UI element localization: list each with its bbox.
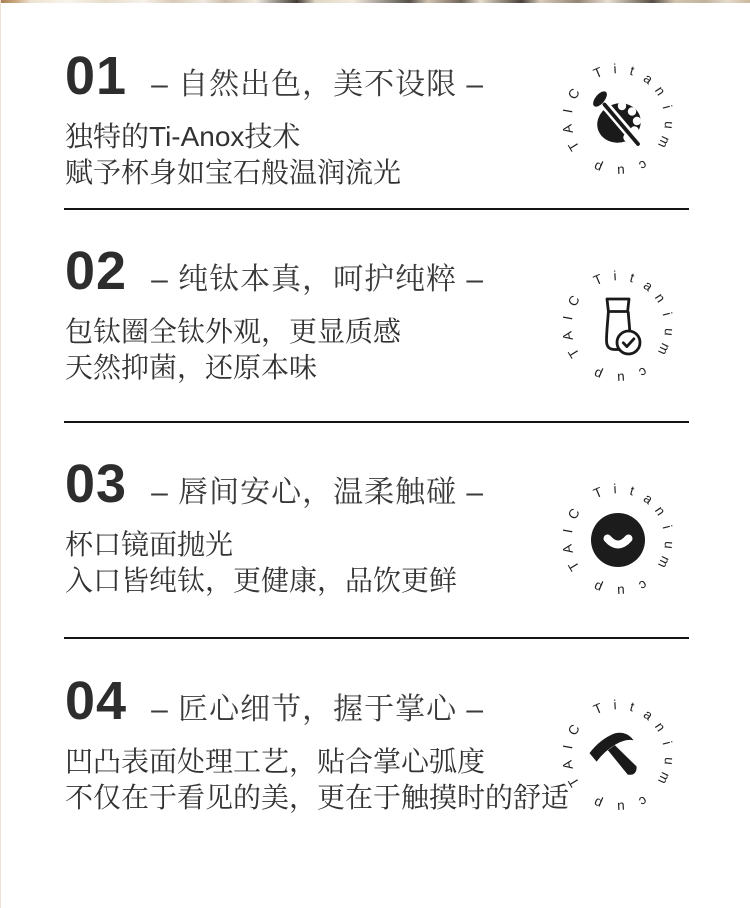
section-body [65, 527, 625, 599]
taic-badge [553, 691, 683, 821]
taic-badge [553, 262, 683, 392]
hammer-icon [585, 723, 651, 789]
section-text-line: 独特的Ti-Anox技术 [65, 121, 301, 152]
feature-section-02 [1, 210, 750, 423]
section-body [65, 119, 625, 191]
section-text-line: 包钛圈全钛外观，更显质感 [65, 316, 402, 347]
section-heading: – 唇间安心，温柔触碰 – [151, 476, 485, 509]
section-text-line: 凹凸表面处理工艺，贴合掌心弧度 [65, 746, 486, 777]
section-number: 01 [65, 46, 128, 106]
section-body [65, 314, 625, 386]
smile-cup-icon [585, 507, 651, 573]
section-text-line: 不仅在于看见的美，更在于触摸时的舒适 [65, 782, 570, 813]
feature-section-04 [1, 639, 750, 904]
section-heading: – 自然出色，美不设限 – [151, 68, 485, 101]
section-text-line: 杯口镜面抛光 [65, 529, 234, 560]
section-number: 04 [65, 671, 128, 731]
section-heading: – 匠心细节，握于掌心 – [151, 693, 485, 726]
badge-ring: T A I C T i t a n i u m c u p [559, 481, 677, 599]
palette-icon [585, 87, 651, 153]
section-text-line: 入口皆纯钛，更健康，品饮更鲜 [65, 565, 458, 596]
bottle-check-icon [585, 294, 651, 360]
section-text-line: 赋予杯身如宝石般温润流光 [65, 157, 402, 188]
feature-section-03 [1, 423, 750, 639]
feature-section-01 [1, 3, 750, 210]
badge-ring: T A I C T i t a n i u m c u p [559, 61, 677, 179]
section-text-line: 天然抑菌，还原本味 [65, 352, 318, 383]
taic-badge [553, 475, 683, 605]
section-number: 03 [65, 454, 128, 514]
section-number: 02 [65, 241, 128, 301]
section-heading: – 纯钛本真，呵护纯粹 – [151, 263, 485, 296]
badge-ring: T A I C T i t a n i u m c u p [559, 697, 677, 815]
section-body [65, 744, 625, 816]
taic-badge [553, 55, 683, 185]
badge-ring: T A I C T i t a n i u m c u p [559, 268, 677, 386]
